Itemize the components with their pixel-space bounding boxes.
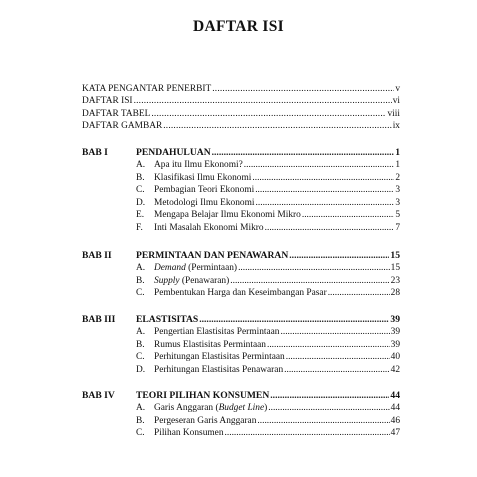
- chapter-title: PENDAHULUAN: [136, 147, 211, 158]
- item-page-number: 2: [395, 172, 400, 183]
- item-title: Perhitungan Elastisitas Permintaan: [154, 352, 285, 363]
- toc-entry-label: DAFTAR GAMBAR: [82, 120, 163, 131]
- chapter-heading[interactable]: [82, 313, 400, 326]
- item-title: Metodologi Ilmu Ekonomi: [154, 197, 255, 208]
- item-letter: F.: [136, 222, 143, 233]
- item-page-number: 3: [395, 185, 400, 196]
- toc-item[interactable]: [136, 159, 400, 172]
- item-title: Perhitungan Elastisitas Penawaran: [154, 364, 284, 375]
- chapter-page-number: 1: [395, 147, 400, 158]
- toc-page-number: v: [395, 84, 400, 94]
- toc-item[interactable]: [136, 326, 400, 339]
- toc-item[interactable]: [136, 209, 400, 222]
- toc-item[interactable]: [136, 415, 400, 428]
- item-page-number: 3: [395, 197, 400, 208]
- item-page-number: 15: [390, 263, 400, 273]
- item-title: Rumus Elastisitas Permintaan: [154, 339, 266, 350]
- page-title: DAFTAR ISI: [193, 18, 284, 35]
- chapter-bab-2: [82, 249, 400, 300]
- item-title: Pilihan Konsumen: [154, 428, 224, 439]
- toc-front-entry[interactable]: [82, 108, 400, 120]
- toc-page-number: ix: [392, 120, 400, 131]
- dot-leader: [270, 389, 389, 402]
- item-page-number: 46: [390, 415, 400, 426]
- toc-item[interactable]: [136, 197, 400, 210]
- chapter-page-number: 15: [390, 250, 400, 261]
- dot-leader: [163, 120, 391, 132]
- toc-front-entry[interactable]: [82, 120, 400, 132]
- toc-item[interactable]: [136, 427, 400, 440]
- item-page-number: 1: [395, 160, 400, 170]
- chapter-bab-1: [82, 146, 400, 235]
- dot-leader: [281, 326, 390, 339]
- item-letter: C.: [136, 185, 145, 196]
- toc-page-number: viii: [387, 108, 400, 119]
- dot-leader: [257, 415, 389, 428]
- toc-item[interactable]: [136, 184, 400, 197]
- chapter-heading[interactable]: [82, 146, 400, 159]
- chapter-title: PERMINTAAN DAN PENAWARAN: [136, 250, 289, 261]
- item-title: Demand (Permintaan): [154, 263, 238, 273]
- toc-entry-label: DAFTAR ISI: [82, 96, 133, 107]
- item-title: Pembagian Teori Ekonomi: [154, 185, 255, 196]
- toc-page-number: vi: [392, 96, 400, 107]
- item-letter: C.: [136, 352, 145, 363]
- dot-leader: [199, 313, 389, 326]
- item-letter: A.: [136, 403, 146, 413]
- dot-leader: [265, 222, 395, 235]
- item-letter: B.: [136, 339, 145, 350]
- item-letter: A.: [136, 263, 146, 273]
- dot-leader: [244, 159, 395, 172]
- toc-entry-label: DAFTAR TABEL: [82, 108, 151, 119]
- chapter-number: BAB IV: [82, 390, 115, 401]
- item-page-number: 44: [390, 403, 400, 413]
- chapter-heading[interactable]: [82, 249, 400, 262]
- dot-leader: [284, 364, 389, 377]
- item-title: Mengapa Belajar Ilmu Ekonomi Mikro: [154, 210, 301, 221]
- dot-leader: [286, 351, 390, 364]
- item-page-number: 28: [390, 288, 400, 299]
- chapter-page-number: 39: [390, 314, 400, 325]
- item-title: Supply (Penawaran): [154, 275, 230, 286]
- item-title: Apa itu Ilmu Ekonomi?: [154, 160, 243, 170]
- item-letter: B.: [136, 275, 145, 286]
- dot-leader: [268, 402, 389, 415]
- dot-leader: [134, 95, 392, 107]
- chapter-title: TEORI PILIHAN KONSUMEN: [136, 390, 270, 401]
- toc-item[interactable]: [136, 364, 400, 377]
- dot-leader: [238, 262, 390, 275]
- toc-item[interactable]: [136, 262, 400, 275]
- item-page-number: 5: [395, 210, 400, 221]
- item-page-number: 23: [390, 275, 400, 286]
- item-letter: C.: [136, 288, 145, 299]
- dot-leader: [255, 184, 394, 197]
- item-letter: D.: [136, 364, 146, 375]
- toc-item[interactable]: [136, 402, 400, 415]
- item-letter: E.: [136, 210, 145, 221]
- item-letter: B.: [136, 415, 145, 426]
- item-page-number: 39: [390, 339, 400, 350]
- item-letter: B.: [136, 172, 145, 183]
- dot-leader: [151, 108, 386, 120]
- chapter-number: BAB I: [82, 147, 108, 158]
- dot-leader: [289, 249, 389, 262]
- dot-leader: [212, 146, 395, 159]
- item-letter: A.: [136, 327, 146, 337]
- chapter-page-number: 44: [390, 390, 400, 401]
- dot-leader: [328, 287, 390, 300]
- item-title: Garis Anggaran (Budget Line): [154, 403, 268, 413]
- dot-leader: [256, 197, 395, 210]
- item-letter: D.: [136, 197, 146, 208]
- toc-item[interactable]: [136, 339, 400, 352]
- front-matter: [82, 83, 400, 132]
- item-page-number: 39: [390, 327, 400, 337]
- toc-item[interactable]: [136, 172, 400, 185]
- toc-item[interactable]: [136, 222, 400, 235]
- chapter-title: ELASTISITAS: [136, 314, 199, 325]
- item-title: Klasifikasi Ilmu Ekonomi: [154, 172, 252, 183]
- item-title: Pembentukan Harga dan Keseimbangan Pasar: [154, 288, 327, 299]
- chapter-bab-3: [82, 313, 400, 376]
- toc-front-entry[interactable]: [82, 83, 400, 95]
- chapter-bab-4: [82, 389, 400, 440]
- item-page-number: 40: [390, 352, 400, 363]
- item-title: Pengertian Elastisitas Permintaan: [154, 327, 280, 337]
- item-page-number: 42: [390, 364, 400, 375]
- item-letter: A.: [136, 160, 146, 170]
- dot-leader: [267, 339, 390, 352]
- dot-leader: [302, 209, 394, 222]
- toc-item[interactable]: [136, 275, 400, 288]
- dot-leader: [225, 427, 390, 440]
- chapter-number: BAB III: [82, 314, 116, 325]
- chapter-number: BAB II: [82, 250, 112, 261]
- toc-front-entry[interactable]: [82, 95, 400, 107]
- chapter-heading[interactable]: [82, 389, 400, 402]
- item-title: Pergeseran Garis Anggaran: [154, 415, 257, 426]
- toc-item[interactable]: [136, 287, 400, 300]
- item-page-number: 47: [390, 428, 400, 439]
- toc-item[interactable]: [136, 351, 400, 364]
- dot-leader: [252, 172, 394, 185]
- toc-entry-label: KATA PENGANTAR PENERBIT: [82, 84, 212, 94]
- dot-leader: [230, 275, 389, 288]
- item-letter: C.: [136, 428, 145, 439]
- item-page-number: 7: [395, 222, 400, 233]
- item-title: Inti Masalah Ekonomi Mikro: [154, 222, 264, 233]
- dot-leader: [212, 83, 394, 95]
